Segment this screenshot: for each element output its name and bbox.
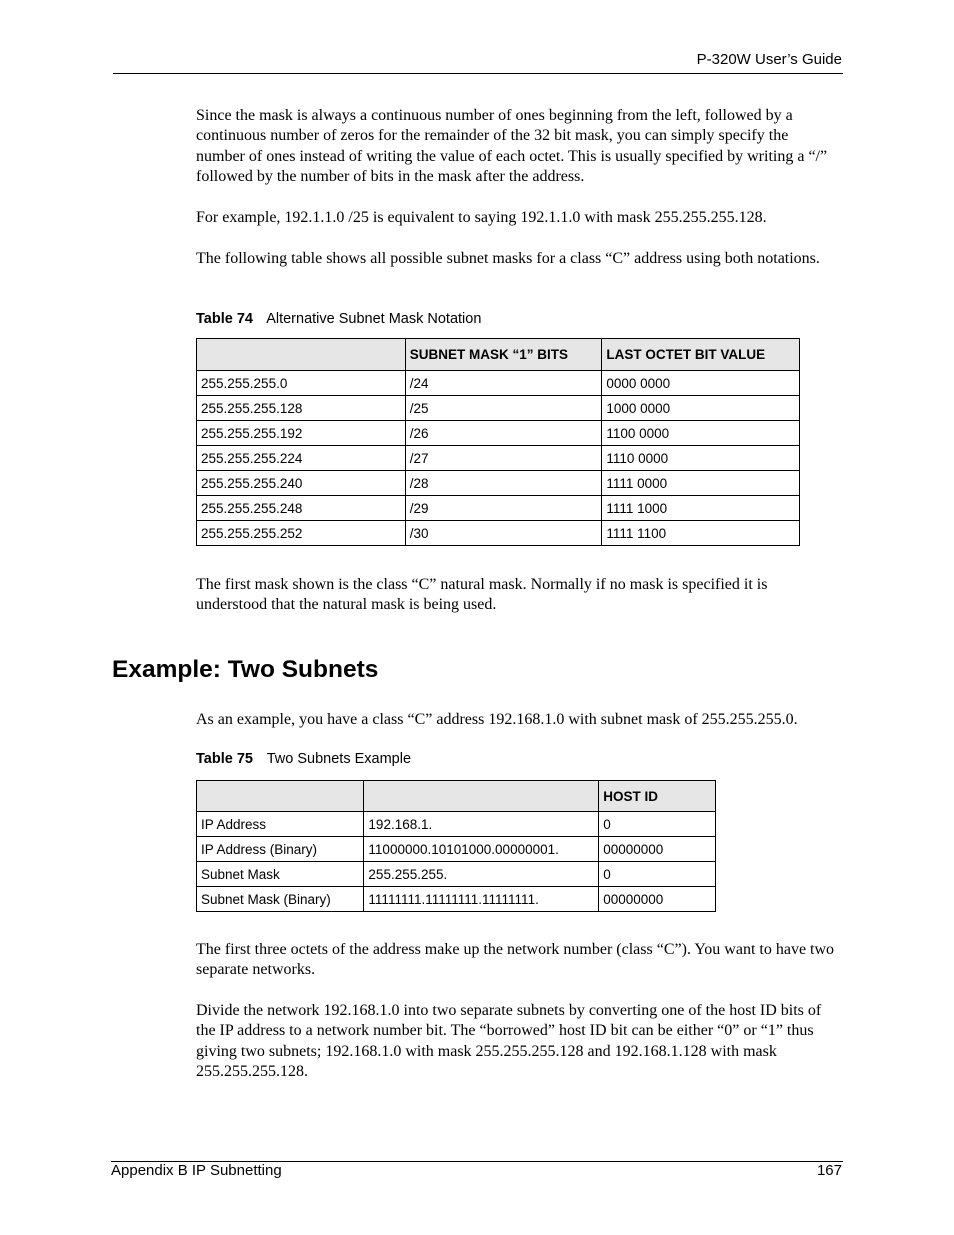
table-cell: 0 <box>599 862 716 887</box>
two-subnets-table <box>196 780 716 912</box>
table-75-number: Table 75 <box>196 751 253 767</box>
table-row <box>197 371 800 396</box>
table-cell: 11000000.10101000.00000001. <box>364 837 599 862</box>
table-row <box>197 521 800 546</box>
running-header-title: P-320W User’s Guide <box>696 51 842 68</box>
footer-chapter-title: Appendix B IP Subnetting <box>111 1162 282 1179</box>
table-cell: 255.255.255.252 <box>197 521 406 546</box>
table-cell: 1111 1000 <box>602 496 800 521</box>
table-cell: 0 <box>599 812 716 837</box>
table-cell: 1110 0000 <box>602 446 800 471</box>
table-cell: /26 <box>405 421 602 446</box>
table-row <box>197 862 716 887</box>
paragraph-divide-network: Divide the network 192.168.1.0 into two separate subnets by converting one of the host ID bits of the IP address to a network number bit. The “borrowed” host ID bit can be either “0” or “1” thus giving two subnets; 192.168.1.0 with mask 255.255.255.128 and 192.168.1.128 with mask 255.255.255.128. <box>196 1002 822 1081</box>
paragraph-table-intro: The following table shows all possible subnet masks for a class “C” address using both notations. <box>196 250 820 267</box>
table-cell: Subnet Mask (Binary) <box>197 887 364 912</box>
table-row <box>197 396 800 421</box>
table-cell: 00000000 <box>599 887 716 912</box>
table-74-number: Table 74 <box>196 311 253 327</box>
column-header: LAST OCTET BIT VALUE <box>602 339 800 371</box>
table-row <box>197 496 800 521</box>
header-divider <box>113 73 843 74</box>
table-row <box>197 837 716 862</box>
table-row <box>197 471 800 496</box>
table-cell: 255.255.255.248 <box>197 496 406 521</box>
table-cell: 255.255.255.240 <box>197 471 406 496</box>
table-row <box>197 887 716 912</box>
paragraph-network-number: The first three octets of the address make up the network number (class “C”). You want to have two separate networks. <box>196 941 835 979</box>
column-header <box>364 781 599 812</box>
paragraph-class-c-example: As an example, you have a class “C” address 192.168.1.0 with subnet mask of 255.255.255.0. <box>196 711 798 728</box>
column-header: SUBNET MASK “1” BITS <box>405 339 602 371</box>
page-number: 167 <box>816 1162 842 1179</box>
table-cell: /27 <box>405 446 602 471</box>
table-row <box>197 812 716 837</box>
table-cell: 00000000 <box>599 837 716 862</box>
table-cell: 1000 0000 <box>602 396 800 421</box>
table-74-title: Alternative Subnet Mask Notation <box>266 311 482 327</box>
table-header-row <box>197 339 800 371</box>
column-header: HOST ID <box>599 781 716 812</box>
table-cell: Subnet Mask <box>197 862 364 887</box>
table-75-caption <box>196 751 411 767</box>
table-cell: 1111 0000 <box>602 471 800 496</box>
table-row <box>197 446 800 471</box>
table-cell: /24 <box>405 371 602 396</box>
table-cell: 255.255.255.224 <box>197 446 406 471</box>
section-heading: Example: Two Subnets <box>112 656 379 683</box>
table-cell: 1111 1100 <box>602 521 800 546</box>
table-cell: /30 <box>405 521 602 546</box>
table-header-row <box>197 781 716 812</box>
table-75-title: Two Subnets Example <box>266 751 412 767</box>
subnet-notation-table <box>196 338 800 546</box>
table-cell: 11111111.11111111.11111111. <box>364 887 599 912</box>
table-cell: IP Address (Binary) <box>197 837 364 862</box>
table-cell: /28 <box>405 471 602 496</box>
paragraph-mask-notation: Since the mask is always a continuous number of ones beginning from the left, followed by a continuous number of zeros for the remainder of the 32 bit mask, you can simply specify the number of ones instead of writing the value of each octet. This is usually specified by writing a “/” followed by the number of bits in the mask after the address. <box>196 107 828 186</box>
table-cell: 255.255.255.0 <box>197 371 406 396</box>
column-header <box>197 781 364 812</box>
table-row <box>197 421 800 446</box>
paragraph-natural-mask: The first mask shown is the class “C” natural mask. Normally if no mask is specified it is understood that the natural mask is being used. <box>196 576 768 614</box>
table-74-caption <box>196 311 481 327</box>
table-cell: 255.255.255.128 <box>197 396 406 421</box>
table-cell: 255.255.255. <box>364 862 599 887</box>
table-cell: 255.255.255.192 <box>197 421 406 446</box>
table-cell: 1100 0000 <box>602 421 800 446</box>
column-header <box>197 339 406 371</box>
table-cell: /29 <box>405 496 602 521</box>
table-cell: 0000 0000 <box>602 371 800 396</box>
table-cell: 192.168.1. <box>364 812 599 837</box>
table-cell: IP Address <box>197 812 364 837</box>
table-cell: /25 <box>405 396 602 421</box>
paragraph-example: For example, 192.1.1.0 /25 is equivalent to saying 192.1.1.0 with mask 255.255.255.128. <box>196 209 767 226</box>
